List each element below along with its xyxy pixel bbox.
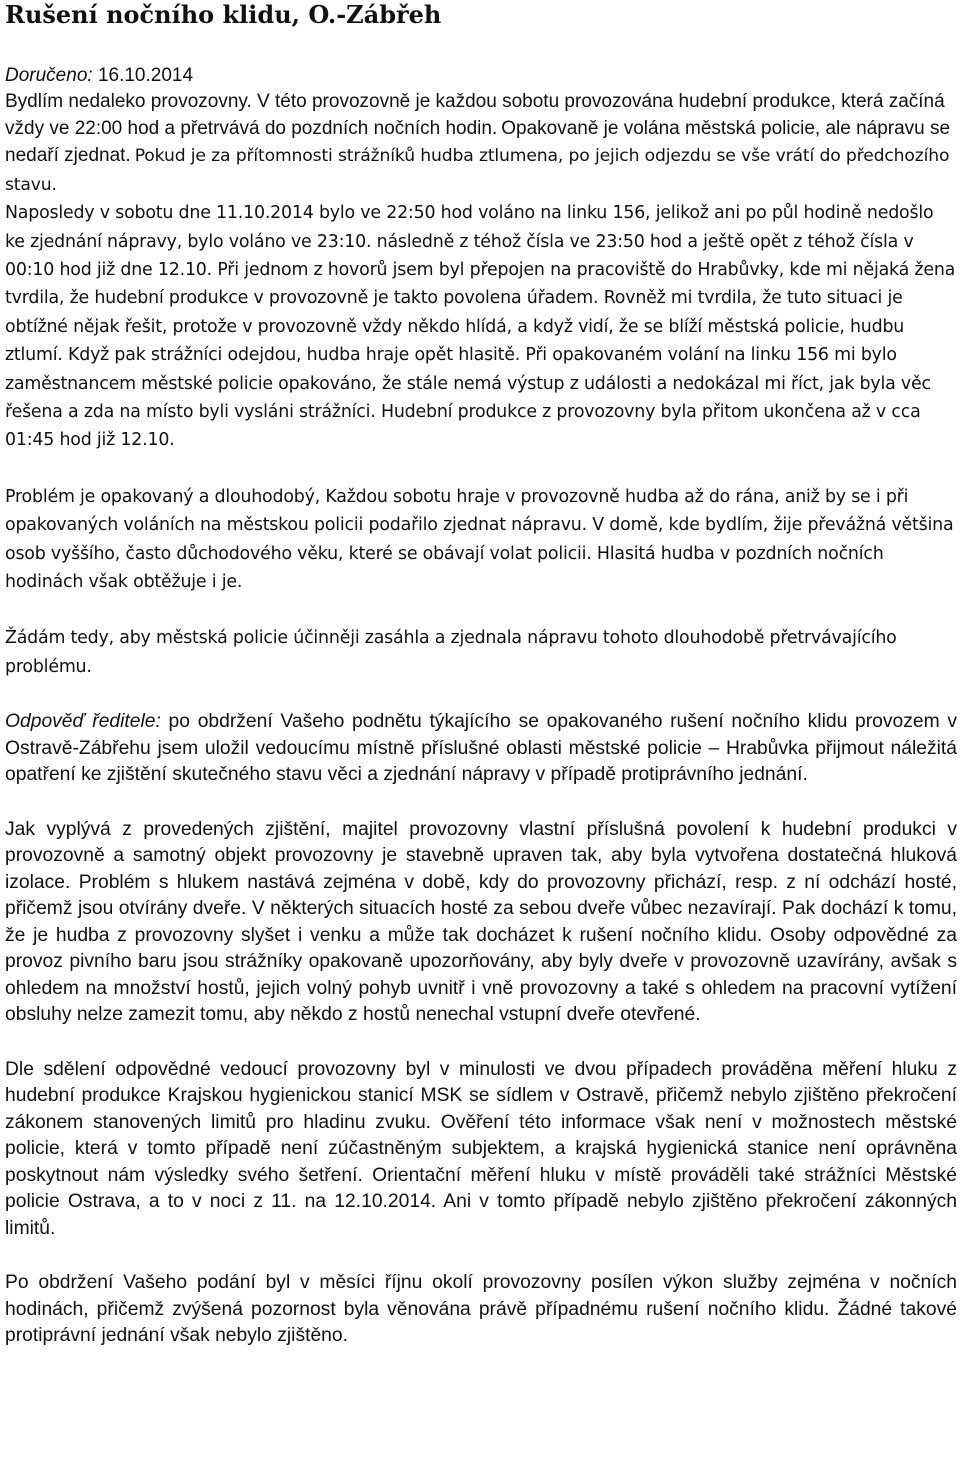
answer-text-1: po obdržení Vašeho podnětu týkajícího se opakovaného rušení nočního klidu provozem v Ostravě-Zábřehu jsem uložil vedoucímu místně příslušné oblasti městské policie – Hrabůvka přijmout náležitá opatření ke zjištění skutečného stavu věci a zjednání nápravy v případě protiprávního jednání.: [5, 711, 957, 786]
complaint-paragraph-1: [5, 89, 957, 199]
answer-paragraph-1: [5, 709, 957, 789]
complaint-paragraph-2: Naposledy v sobotu dne 11.10.2014 bylo ve 22:50 hod voláno na linku 156, jelikož ani po půl hodině nedošlo ke zjednání nápravy, bylo voláno ve 23:10. následně z téhož čísla ve 23:50 hod a ještě opět z téhož čísla v 00:10 hod již dne 12.10. Při jednom z hovorů jsem byl přepojen na pracoviště do Hrabůvky, kde mi nějaká žena tvrdila, že hudební produkce v provozovně je takto povolena úřadem. Rovněž mi tvrdila, že tuto situaci je obtížné nějak řešit, protože v provozovně vždy někdo hlídá, a když vidí, že se blíží městská policie, hudbu ztlumí. Když pak strážníci odejdou, hudba hraje opět hlasitě. Při opakovaném volání na linku 156 mi bylo zaměstnancem městské policie opakováno, že stále nemá výstup z události a nedokázal mi říct, jak byla věc řešena a zda na místo byli vysláni strážníci. Hudební produkce z provozovny byla přitom ukončena až v cca 01:45 hod již 12.10.: [5, 203, 956, 451]
complaint-rest: Pokud je za přítomnosti strážníků hudba ztlumena, po jejich odjezdu se vše vrátí do předchozího stavu.: [5, 146, 950, 195]
answer-paragraph-3: Dle sdělení odpovědné vedoucí provozovny byl v minulosti ve dvou případech prováděna měření hluku z hudební produkce Krajskou hygienickou stanicí MSK se sídlem v Ostravě, přičemž nebylo zjištěno překročení zákonem stanovených limitů pro hladinu zvuku. Ověření této informace však není v možnostech městské policie, která v tomto případě není zúčastněným subjektem, a krajská hygienická stanice není oprávněna poskytnout nám výsledky svého šetření. Orientační měření hluku v místě prováděli také strážníci Městské policie Ostrava, a to v noci z 11. na 12.10.2014. Ani v tomto případě nebylo zjištěno překročení zákonných limitů.: [5, 1058, 957, 1239]
document-page: [5, 0, 957, 1350]
answer-label: Odpověď ředitele:: [5, 711, 161, 733]
delivered-date: 16.10.2014: [92, 65, 194, 86]
complaint-paragraph-4: Žádám tedy, aby městská policie účinněji zasáhla a zjednala nápravu tohoto dlouhodobě přetrvávajícího problému.: [5, 628, 897, 677]
delivered-label: Doručeno:: [5, 65, 93, 86]
delivered-line: [5, 63, 957, 89]
answer-paragraph-4: Po obdržení Vašeho podání byl v měsíci říjnu okolí provozovny posílen výkon služby zejména v nočních hodinách, přičemž zvýšená pozornost byla věnována právě případnému rušení nočního klidu. Žádné takové protiprávní jednání však nebylo zjištěno.: [5, 1272, 957, 1347]
complaint-lead-2: Opakovaně je volána městská policie, ale nápravu se nedaří zjednat.: [5, 117, 951, 166]
complaint-paragraph-3: Problém je opakovaný a dlouhodobý, Každou sobotu hraje v provozovně hudba až do rána, aniž by se i při opakovaných voláních na městskou policii podařilo zjednat nápravu. V domě, kde bydlím, žije převážná většina osob vyššího, často důchodového věku, které se obávají volat policii. Hlasitá hudba v pozdních nočních hodinách však obtěžuje i je.: [5, 486, 954, 593]
complaint-lead: Bydlím nedaleko provozovny. V této provozovně je každou sobotu provozována hudební produkce, která začíná vždy ve 22:00 hod a přetrvává do pozdních nočních hodin.: [5, 91, 945, 139]
document-title: Rušení nočního klidu, O.-Zábřeh: [5, 0, 442, 29]
answer-paragraph-2: Jak vyplývá z provedených zjištění, majitel provozovny vlastní příslušná povolení k hudební produkci v provozovně a samotný objekt provozovny je stavebně upraven tak, aby byla vytvořena dostatečná hluková izolace. Problém s hlukem nastává zejména v době, kdy do provozovny přichází, resp. z ní odchází hosté, přičemž jsou otvírány dveře. V některých situacích hosté za sebou dveře vůbec nezavírají. Pak dochází k tomu, že je hudba z provozovny slyšet i venku a může tak docházet k rušení nočního klidu. Osoby odpovědné za provoz pivního baru jsou strážníky opakovaně upozorňovány, aby byly dveře v provozovně uzavírány, avšak s ohledem na množství hostů, jejich volný pohyb uvnitř i vně provozovny a také s ohledem na pracovní vytížení obsluhy nelze zamezit tomu, aby někdo z hostů nenechal vstupní dveře otevřené.: [5, 818, 957, 1026]
